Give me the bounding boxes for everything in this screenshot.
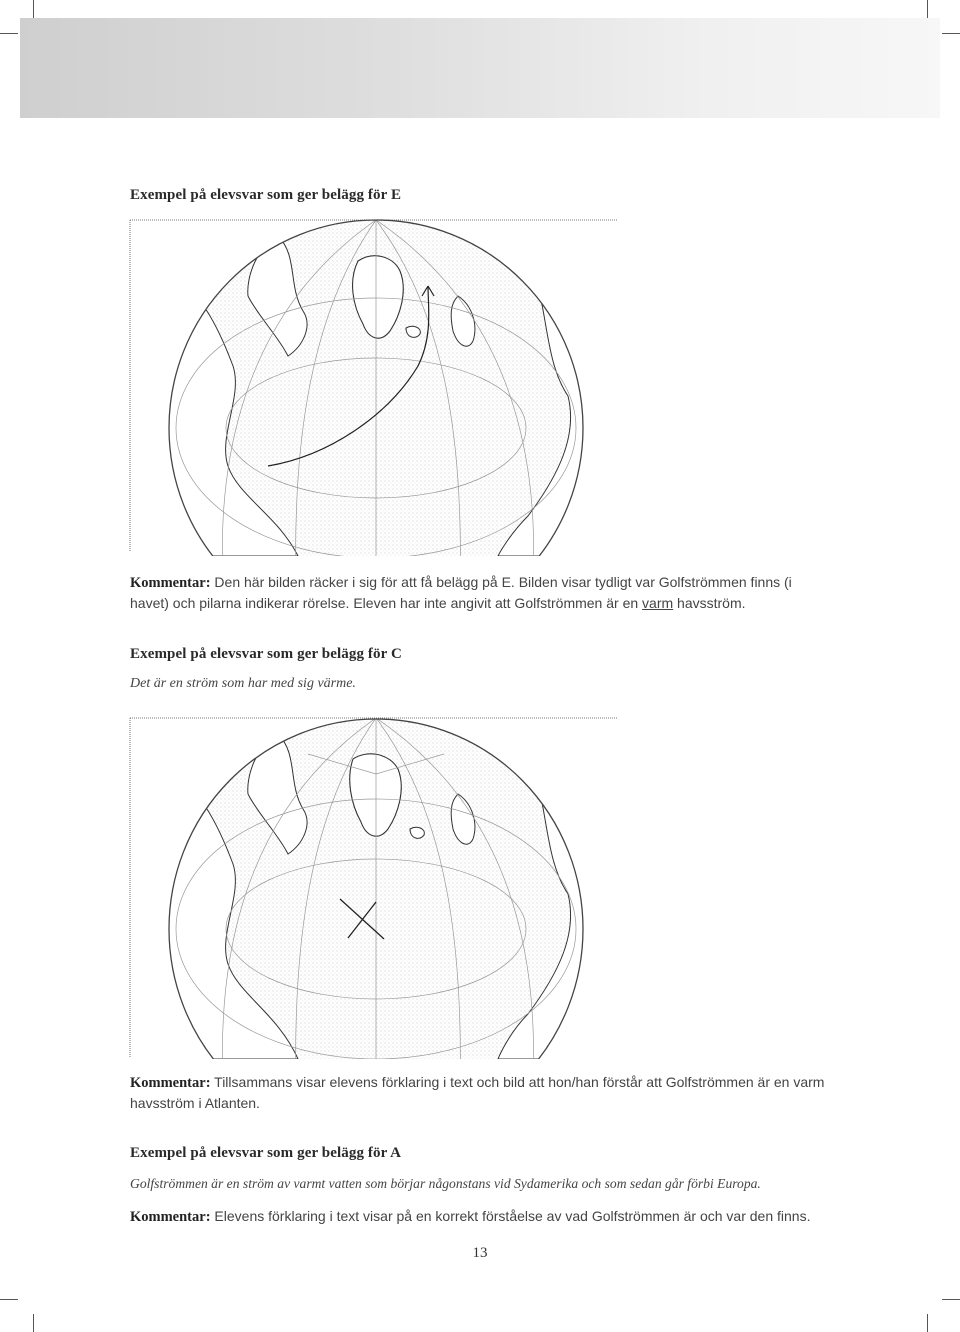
comment-text: Den här bilden räcker i sig för att få belägg på E. Bilden visar tydligt var Golfströmmen finns (i havet) och pilarna indikerar rörelse. Eleven har inte angivit att Golfströmmen är en xyxy=(130,574,792,611)
crop-mark xyxy=(0,1299,18,1300)
crop-mark xyxy=(942,33,960,34)
heading-c: Exempel på elevsvar som ger belägg för C xyxy=(130,646,402,662)
comment-text: havsström. xyxy=(673,595,746,611)
heading-a: Exempel på elevsvar som ger belägg för A xyxy=(130,1145,402,1161)
crop-mark xyxy=(33,1314,34,1332)
student-answer-a: Golfströmmen är en ström av varmt vatten som börjar någonstans vid Sydamerika och som sedan går förbi Europa. xyxy=(130,1176,761,1191)
crop-mark xyxy=(33,0,34,18)
comment-label: Kommentar: xyxy=(130,575,211,591)
heading-e: Exempel på elevsvar som ger belägg för E xyxy=(130,187,402,203)
map-image-e xyxy=(128,216,620,556)
crop-mark xyxy=(0,33,18,34)
student-answer-c: Det är en ström som har med sig värme. xyxy=(130,676,356,691)
underlined-word: varm xyxy=(642,595,674,611)
crop-mark xyxy=(942,1299,960,1300)
map-image-c xyxy=(128,714,620,1059)
comment-e xyxy=(130,572,830,613)
comment-text: Elevens förklaring i text visar på en korrekt förståelse av vad Golfströmmen är och var den finns. xyxy=(210,1208,811,1224)
comment-c xyxy=(130,1072,830,1113)
page-number: 13 xyxy=(472,1245,488,1261)
crop-mark xyxy=(927,0,928,18)
crop-mark xyxy=(927,1314,928,1332)
header-band xyxy=(20,18,940,118)
comment-a xyxy=(130,1206,870,1227)
comment-label: Kommentar: xyxy=(130,1075,211,1091)
comment-label: Kommentar: xyxy=(130,1209,211,1225)
comment-text: Tillsammans visar elevens förklaring i text och bild att hon/han förstår att Golfströmmen är en varm havsström i Atlanten. xyxy=(130,1074,825,1111)
